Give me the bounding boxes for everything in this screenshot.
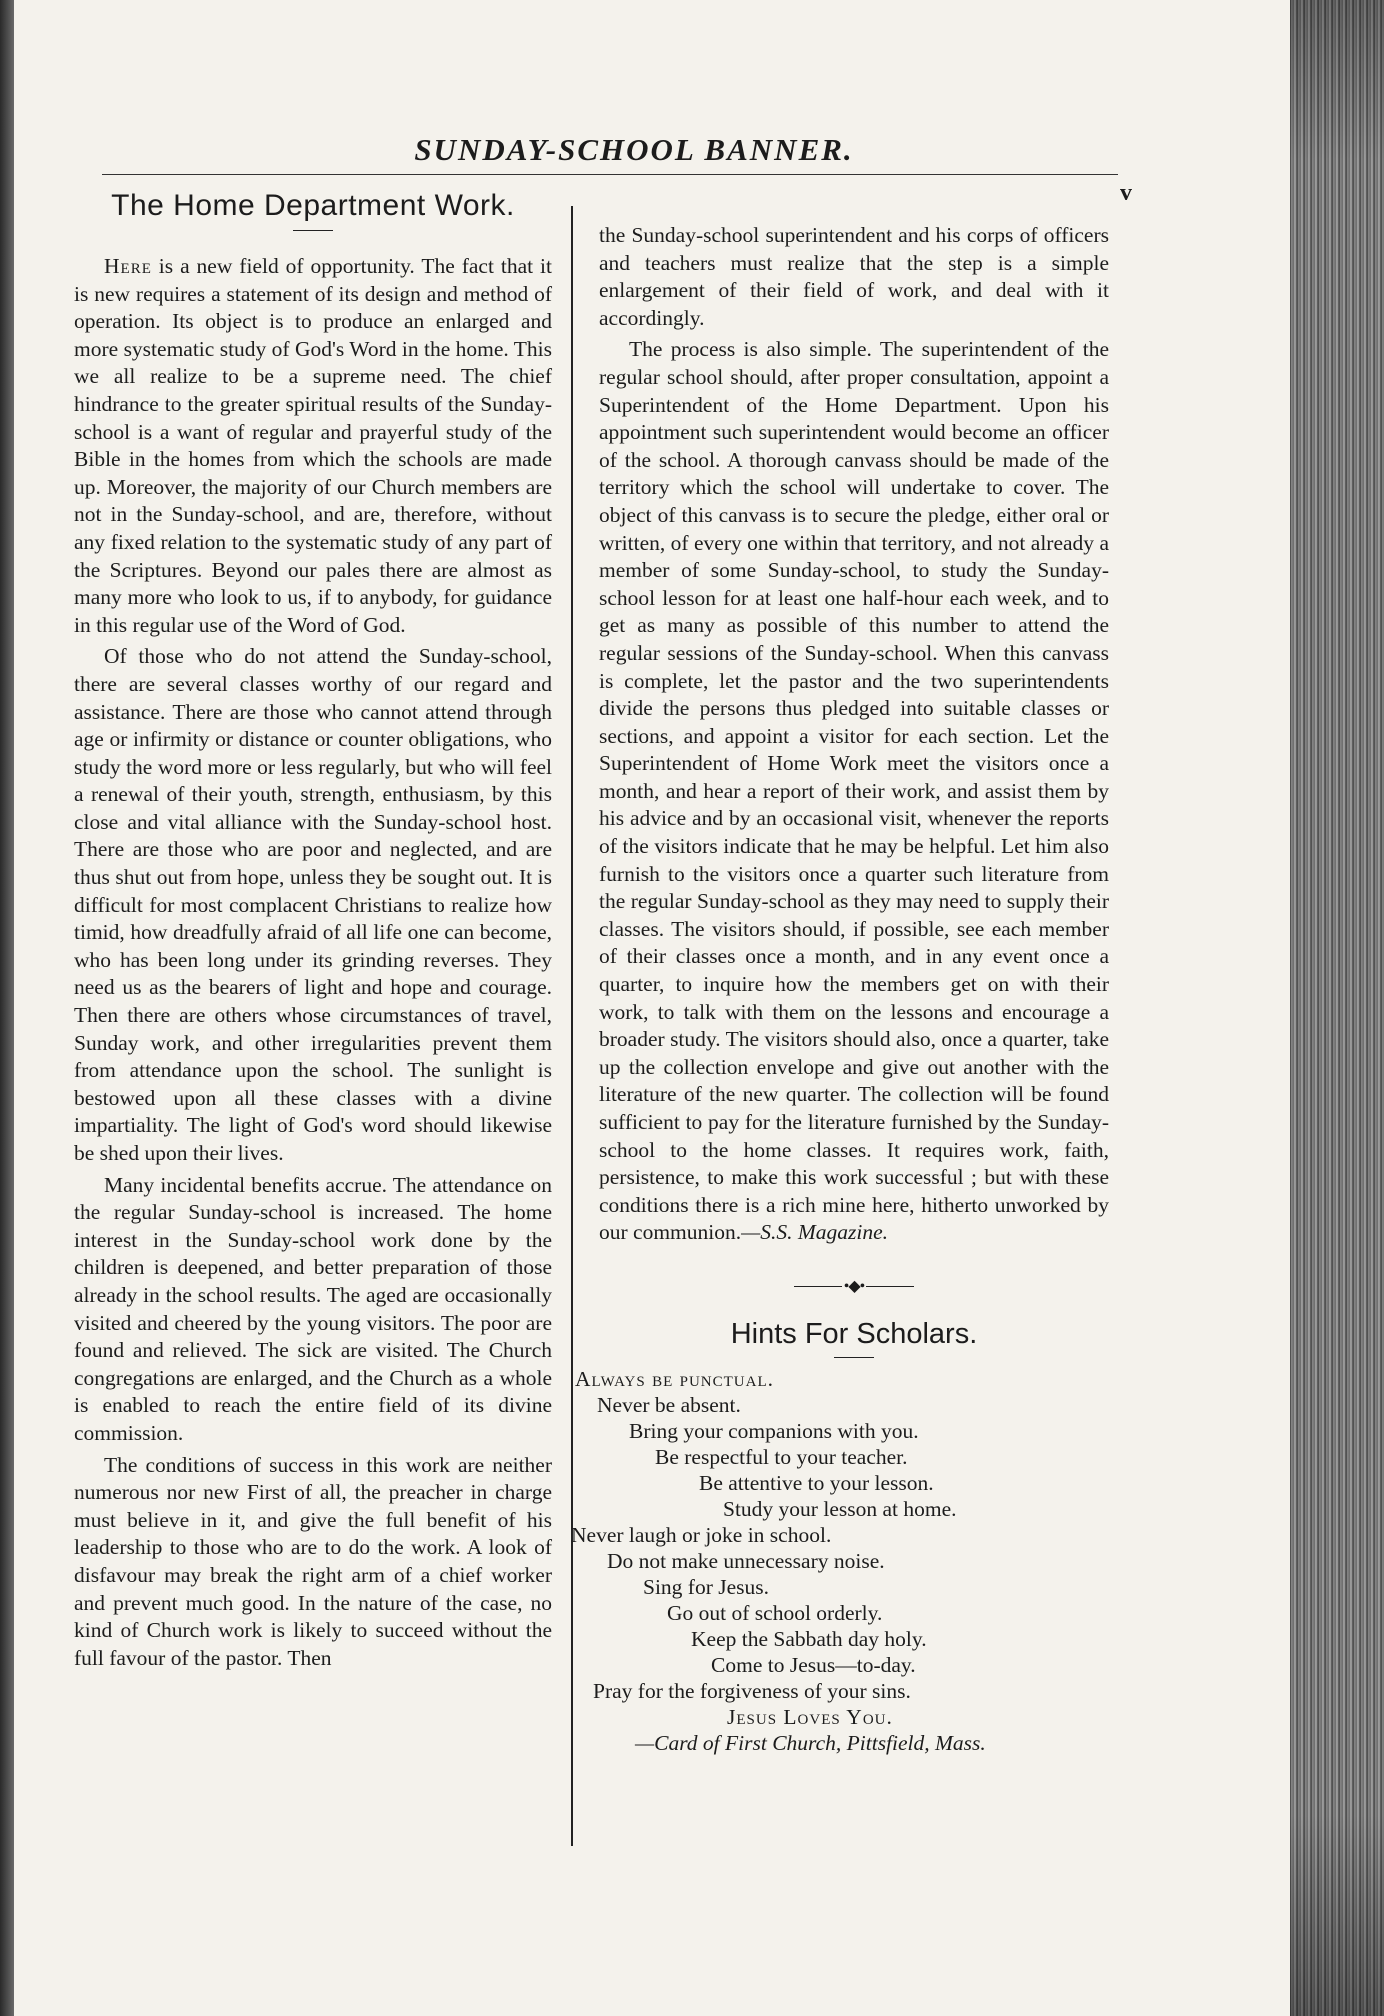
article-title: The Home Department Work. [111, 189, 515, 222]
hint-line: Be attentive to your lesson. [699, 1470, 934, 1495]
paragraph: Many incidental benefits accrue. The attendance on the regular Sunday-school is increased. The home interest in the Sunday-school work done by the children is deepened, and better preparation of those already in the school results. The aged are occasionally visited and cheered by the young visitors. The poor are found and relieved. The sick are visited. The Church congregations are enlarged, and the Church as a whole is enabled to reach the entire field of its divine commission. [74, 1172, 552, 1445]
lead-word: Here [104, 254, 152, 278]
paragraph-text: The process is also simple. The superintendent of the regular school should, after proper consultation, appoint a Superintendent of the Home Department. Upon his appointment such superintendent would become an officer of the school. A thorough canvass should be made of the territory which the school will undertake to cover. The object of this canvass is to secure the pledge, either oral or written, of every one within that territory, and not already a member of some Sunday-school, to study the Sunday-school lesson for at least one half-hour each week, and to get as many as possible of this number to attend the regular sessions of the Sunday-school. When this canvass is complete, let the pastor and the two superintendents divide the persons thus pledged into suitable classes or sections, and appoint a visitor for each section. Let the Superintendent of Home Work meet the visitors once a month, and hear a report of their work, and assist them by his advice and by an occasional visit, whenever the reports of the visitors indicate that he may be helpful. Let him also furnish to the visitors once a quarter such literature from the regular Sunday-school as they may need to supply their classes. The visitors should, if possible, see each member of their classes once a month, and in any event once a quarter, to inquire how the members get on with their work, to talk with them on the lessons and encourage a broader study. The visitors should also, once a quarter, take up the collection envelope and give out another with the literature of the new quarter. The collection will be found sufficient to pay for the literature furnished by the Sunday-school to the home classes. It requires work, faith, persistence, to make this work successful ; but with these conditions there is a rich mine here, hitherto unworked by our communion. [599, 337, 1109, 1245]
source-citation: —S.S. Magazine. [741, 1220, 889, 1245]
title-rule [293, 230, 333, 231]
hints-credit: —Card of First Church, Pittsfield, Mass. [635, 1730, 986, 1755]
section-ornament: •◆• [599, 1273, 1109, 1287]
page-number: v [1120, 180, 1132, 206]
hints-list [571, 1366, 1109, 1786]
title-rule [834, 1357, 874, 1358]
hint-line: Come to Jesus—to-day. [711, 1652, 916, 1677]
hint-line: Never be absent. [597, 1392, 741, 1417]
hint-line: Keep the Sabbath day holy. [691, 1626, 927, 1651]
hint-line: Bring your companions with you. [629, 1418, 919, 1443]
book-gutter-shadow [0, 0, 14, 2016]
paragraph [74, 253, 552, 639]
right-column [571, 222, 1109, 1786]
hint-line: Be respectful to your teacher. [655, 1444, 908, 1469]
hint-line: Jesus Loves You. [727, 1704, 893, 1729]
hint-line: Go out of school orderly. [667, 1600, 883, 1625]
hints-title: Hints For Scholars. [730, 1317, 978, 1350]
hint-line: Do not make unnecessary noise. [607, 1548, 885, 1573]
running-head: SUNDAY-SCHOOL BANNER. [414, 132, 854, 167]
paragraph-text: is a new field of opportunity. The fact that it is new requires a statement of its design and method of operation. Its object is to produce an enlarged and more systematic study of God's Word in the home. This we all realize to be a supreme need. The chief hindrance to the greater spiritual results of the Sunday-school is a want of regular and prayerful study of the Bible in the homes from which the schools are made up. Moreover, the majority of our Church members are not in the Sunday-school, and are, therefore, without any fixed relation to the systematic study of any part of the Scriptures. Beyond our pales there are almost as many more who look to us, if to anybody, for guidance in this regular use of the Word of God. [74, 254, 552, 637]
hint-line: Pray for the forgiveness of your sins. [593, 1678, 911, 1703]
paragraph: Of those who do not attend the Sunday-school, there are several classes worthy of our regard and assistance. There are those who cannot attend through age or infirmity or distance or counter obligations, who study the word more or less regularly, but who will feel a renewal of their youth, strength, enthusiasm, by this close and vital alliance with the Sunday-school host. There are those who are poor and neglected, and are thus shut out from hope, unless they be sought out. It is difficult for most complacent Christians to realize how timid, how dreadfully afraid of all life one can become, who has been long under its grinding reverses. They need us as the bearers of light and hope and courage. Then there are others whose circumstances of travel, Sunday work, and other irregularities prevent them from attendance upon the school. The sunlight is bestowed upon all these classes with a divine impartiality. The light of God's word should likewise be shed upon their lives. [74, 644, 552, 1165]
hint-line: Study your lesson at home. [723, 1496, 957, 1521]
paragraph-continuation: the Sunday-school superintendent and his corps of officers and teachers must realize that the step is a simple enlargement of their field of work, and deal with it accordingly. [599, 223, 1109, 330]
column-rule [571, 206, 573, 1846]
header-rule [102, 174, 1118, 175]
paragraph: The conditions of success in this work are neither numerous nor new First of all, the preacher in charge must believe in it, and give the full benefit of his leadership to those who are to do the work. A look of disfavour may break the right arm of a chief worker and prevent much good. In the nature of the case, no kind of Church work is likely to succeed without the full favour of the pastor. Then [74, 1452, 552, 1670]
paragraph [599, 336, 1109, 1247]
hint-line: Never laugh or joke in school. [571, 1522, 832, 1547]
book-page-edges [1290, 0, 1384, 2016]
left-column [74, 188, 552, 1672]
hint-line: Always be punctual. [575, 1366, 774, 1391]
book-page [14, 0, 1290, 2016]
hint-line: Sing for Jesus. [643, 1574, 770, 1599]
